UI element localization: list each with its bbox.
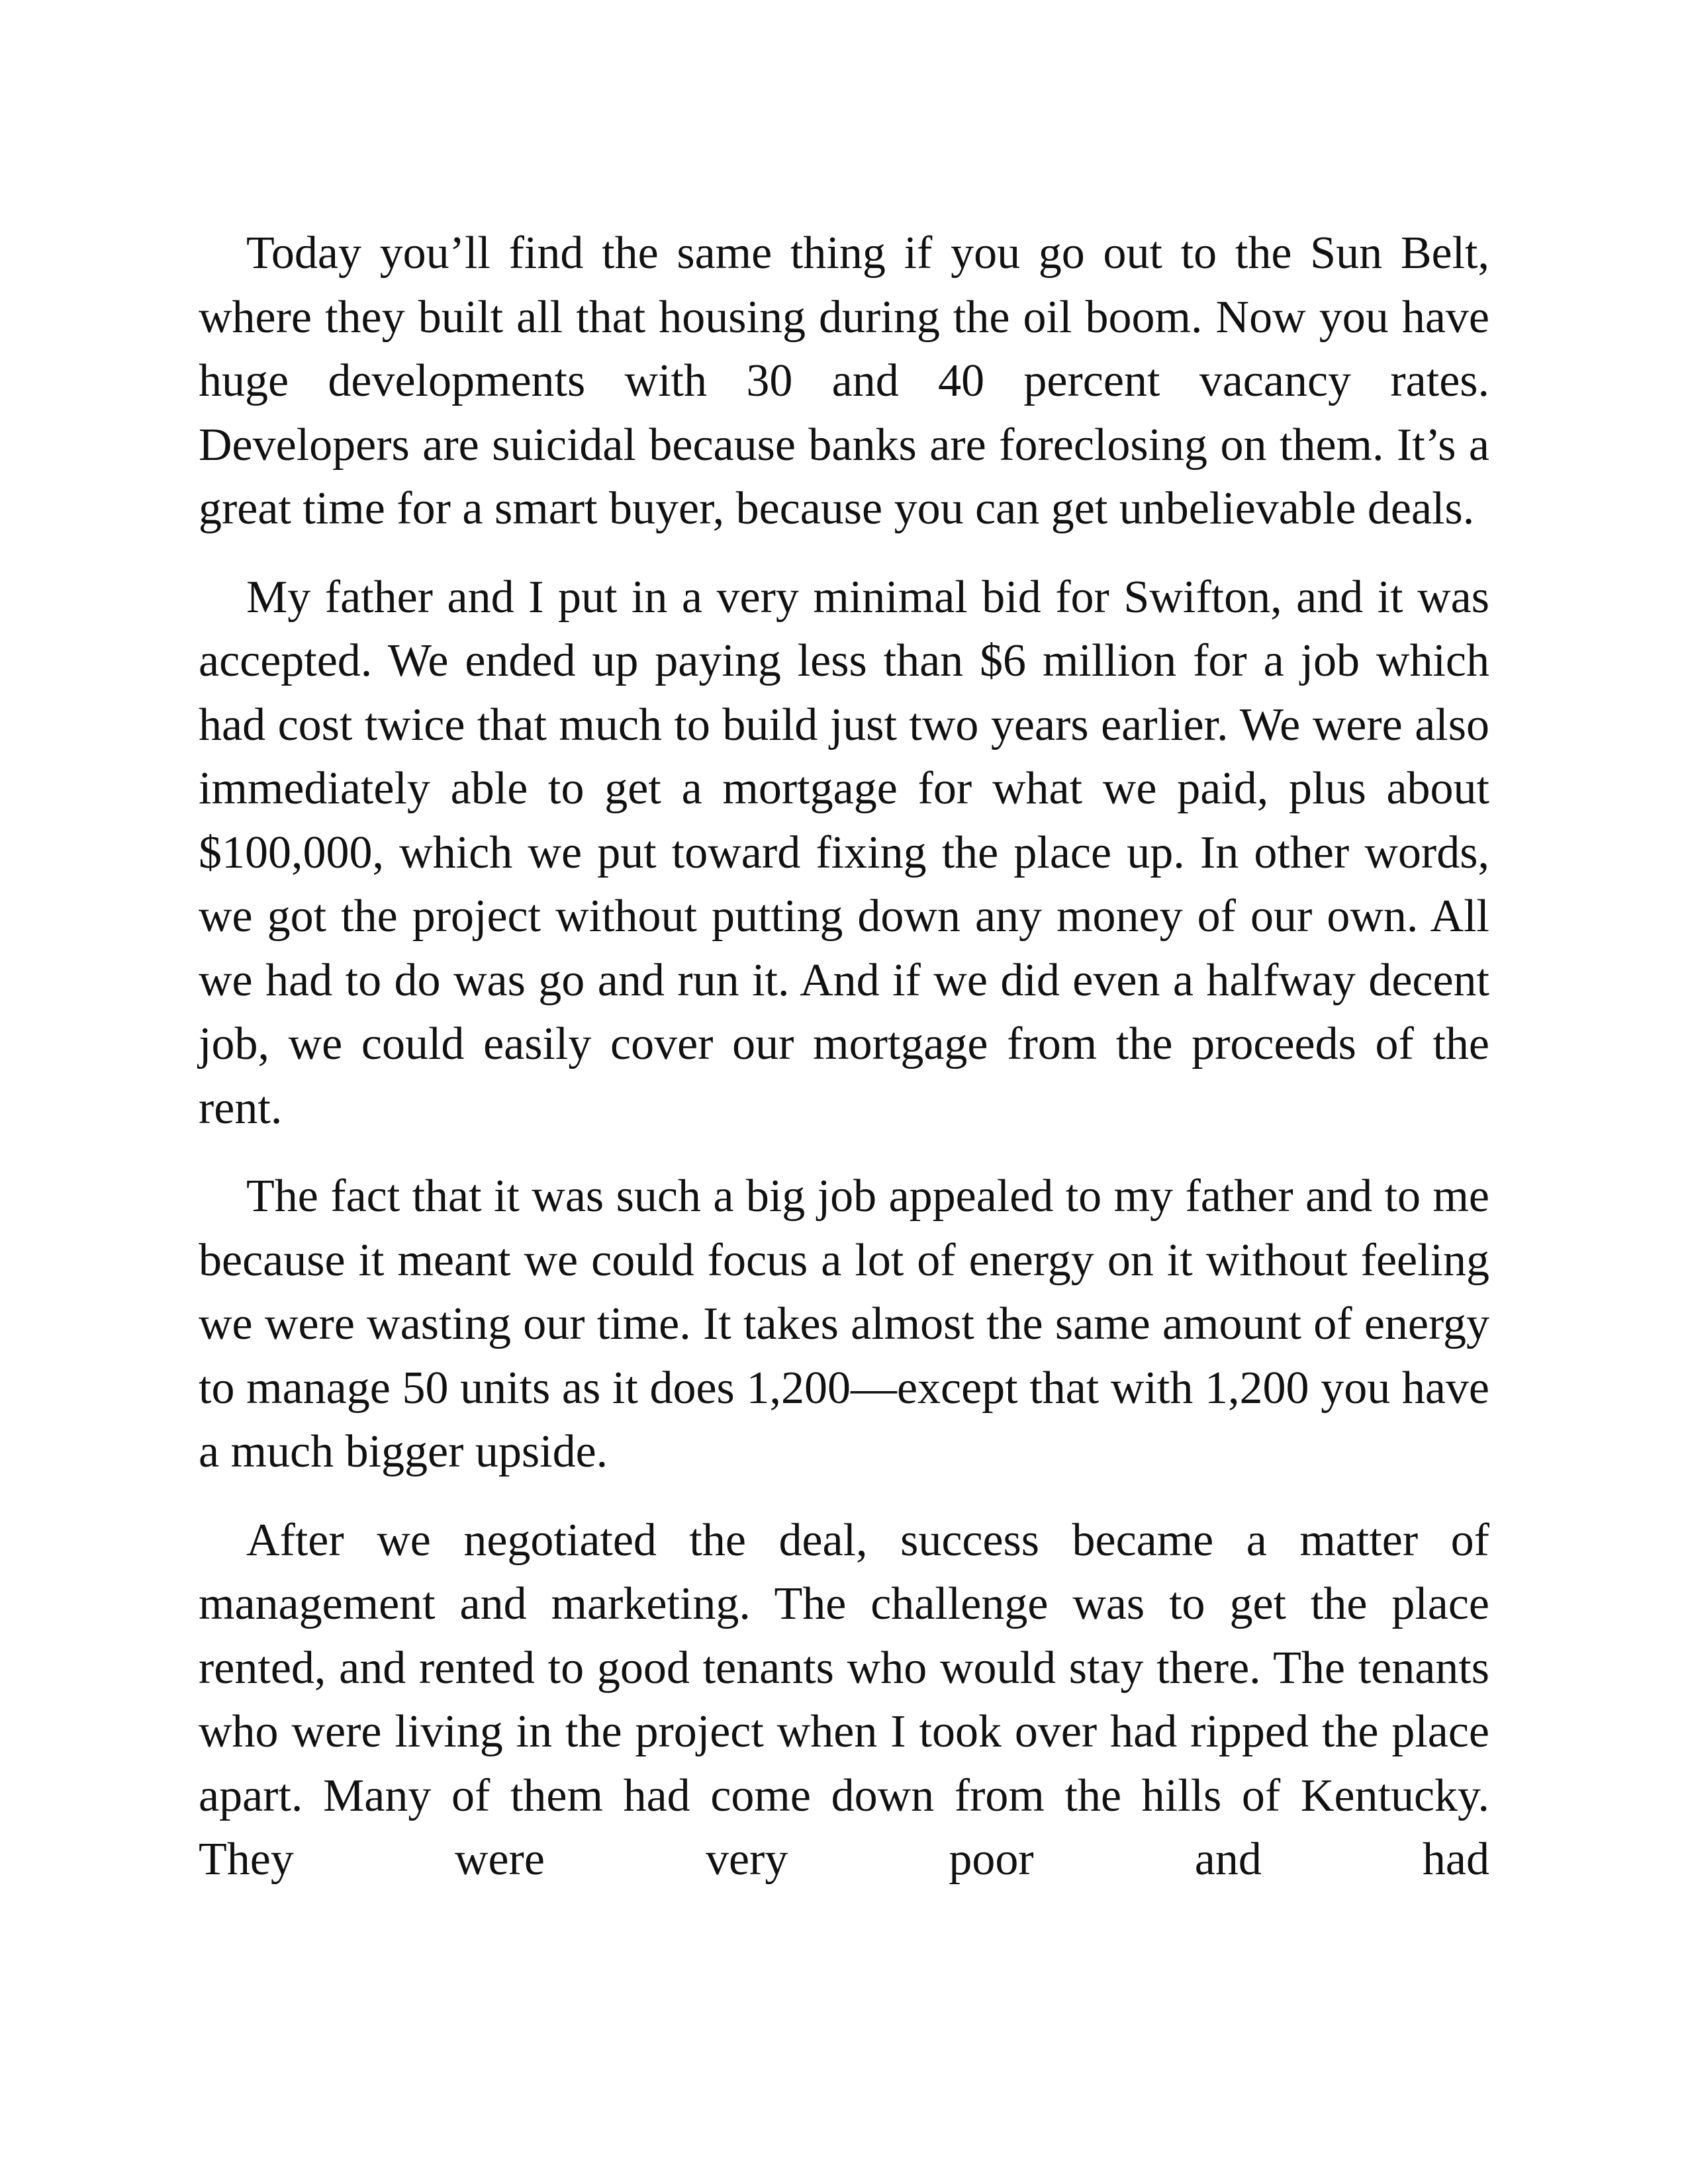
paragraph-2: My father and I put in a very minimal bid for Swifton, and it was accepted. We ended up paying less than $6 million for a job which had cost twice that much to build just two years earlier. We were also immediately able to get a mortgage for what we paid, plus about $100,000, which we put toward fixing the place up. In other words, we got the project without putting down any money of our own. All we had to do was go and run it. And if we did even a halfway decent job, we could easily cover our mortgage from the proceeds of the rent. <box>199 571 1489 1134</box>
paragraph-4: After we negotiated the deal, success became a matter of management and marketing. The challenge was to get the place rented, and rented to good tenants who would stay there. The tenants who were living in the project when I took over had ripped the place apart. Many of them had come down from the hills of Kentucky. They were very poor and had <box>199 1514 1489 1885</box>
paragraph-3: The fact that it was such a big job appealed to my father and to me because it meant we could focus a lot of energy on it without feeling we were wasting our time. It takes almost the same amount of energy to manage 50 units as it does 1,200—except that with 1,200 you have a much bigger upside. <box>199 1171 1489 1477</box>
paragraph-1: Today you’ll find the same thing if you go out to the Sun Belt, where they built all that housing during the oil boom. Now you have huge developments with 30 and 40 percent vacancy rates. Developers are suicidal because banks are foreclosing on them. It’s a great time for a smart buyer, because you can get unbelievable deals. <box>199 228 1489 534</box>
document-page <box>199 222 1489 1917</box>
